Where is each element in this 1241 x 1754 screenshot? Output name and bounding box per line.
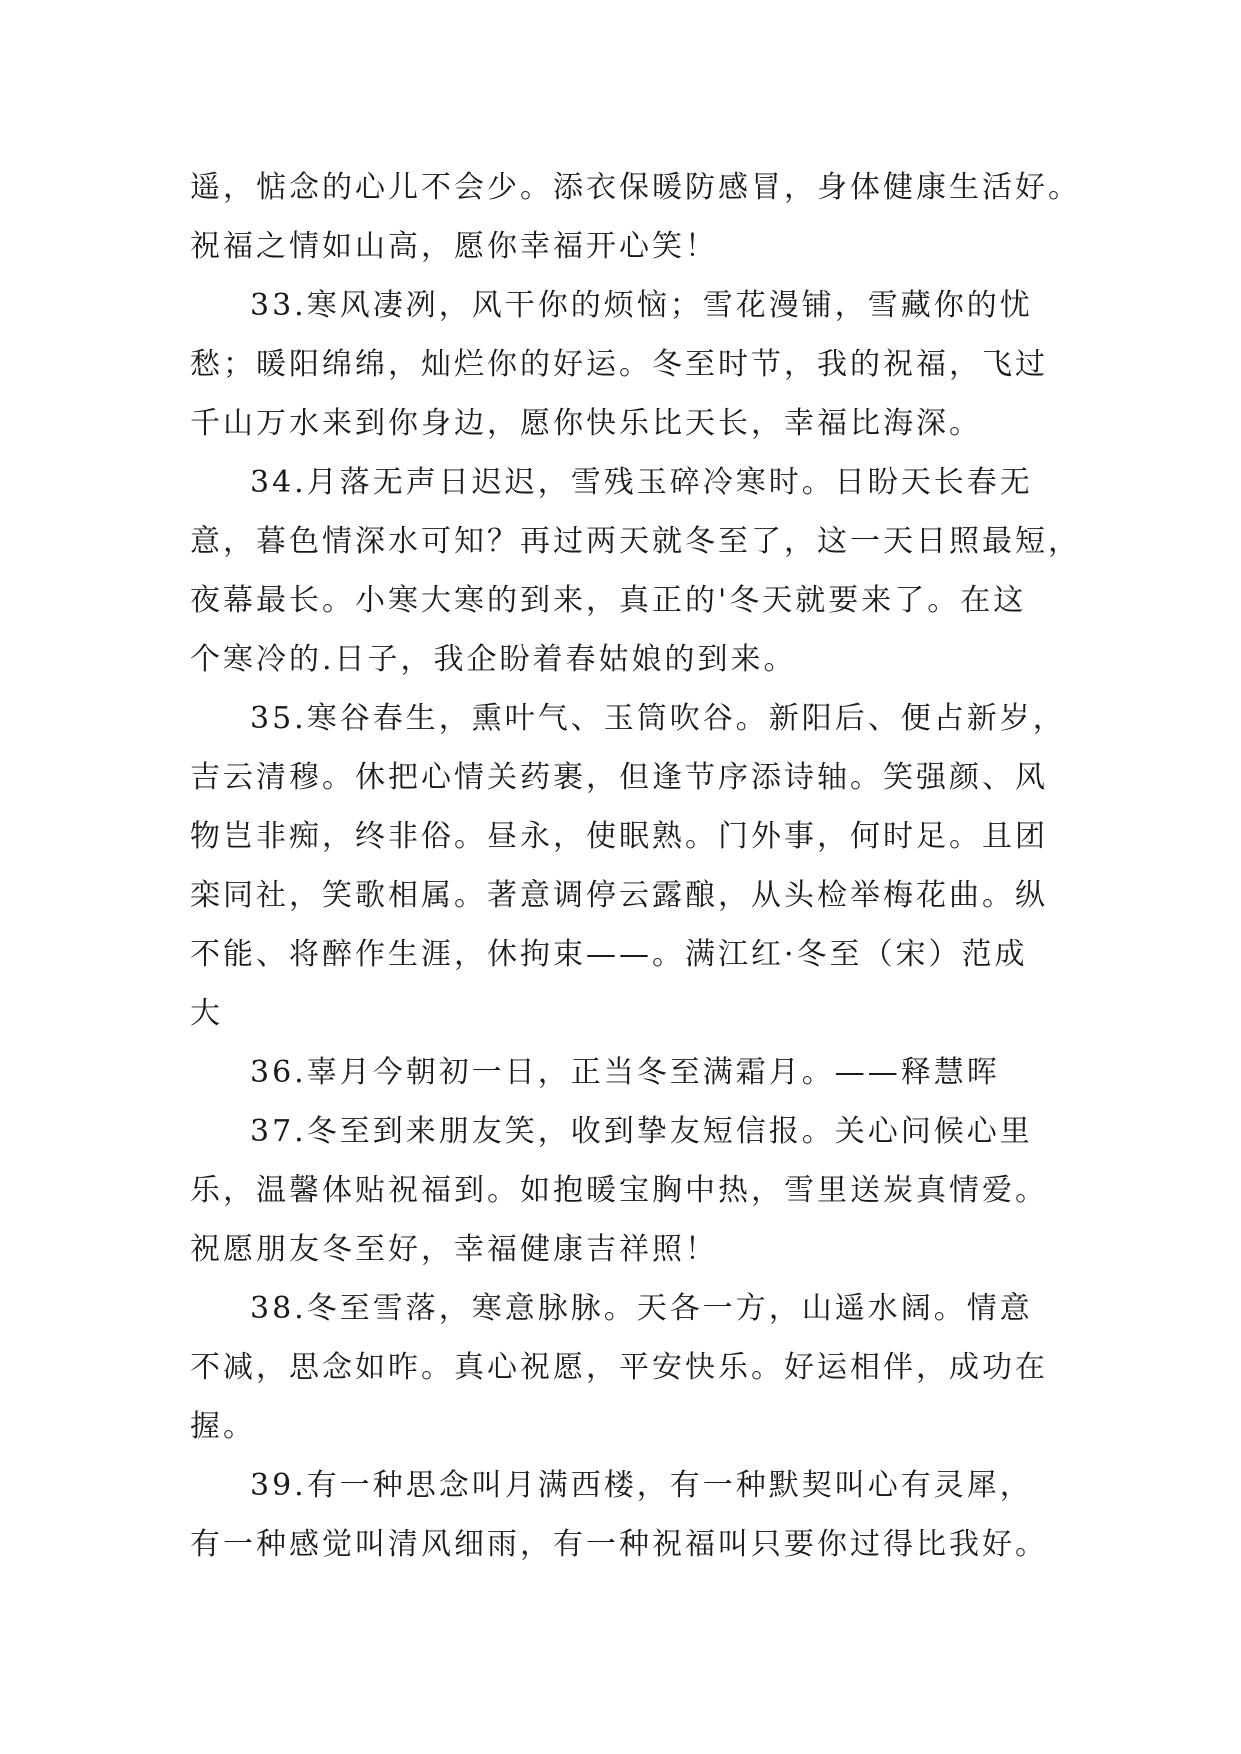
paragraph-33 <box>190 276 1080 453</box>
paragraph-34 <box>190 453 1080 689</box>
text-line: 39.有一种思念叫月满西楼，有一种默契叫心有灵犀， <box>250 1468 1033 1503</box>
paragraph-39 <box>190 1456 1080 1574</box>
text-line: 34.月落无声日迟迟，雪残玉碎冷寒时。日盼天长春无 <box>250 465 1033 500</box>
paragraph-36 <box>190 1043 1080 1102</box>
text-line: 祝福之情如山高，愿你幸福开心笑！ <box>190 229 718 264</box>
paragraph-37 <box>190 1102 1080 1279</box>
text-line: 祝愿朋友冬至好，幸福健康吉祥照！ <box>190 1232 718 1267</box>
text-line: 握。 <box>190 1409 256 1444</box>
text-line: 33.寒风凄冽，风干你的烦恼；雪花漫铺，雪藏你的忧 <box>250 288 1033 323</box>
text-line: 有一种感觉叫清风细雨，有一种祝福叫只要你过得比我好。 <box>190 1527 1048 1562</box>
text-line: 栾同社，笑歌相属。著意调停云露酿，从头检举梅花曲。纵 <box>190 878 1048 913</box>
text-line: 意，暮色情深水可知？再过两天就冬至了，这一天日照最短， <box>190 524 1081 559</box>
text-line: 乐，温馨体贴祝福到。如抱暖宝胸中热，雪里送炭真情爱。 <box>190 1173 1048 1208</box>
text-line: 遥，惦念的心儿不会少。添衣保暖防感冒，身体健康生活好。 <box>190 170 1081 205</box>
text-line: 个寒冷的.日子，我企盼着春姑娘的到来。 <box>190 642 797 677</box>
text-line: 吉云清穆。休把心情关药裹，但逢节序添诗轴。笑强颜、风 <box>190 760 1048 795</box>
text-line: 夜幕最长。小寒大寒的到来，真正的'冬天就要来了。在这 <box>190 583 1027 618</box>
paragraph-35 <box>190 689 1080 1043</box>
text-line: 37.冬至到来朋友笑，收到挚友短信报。关心问候心里 <box>250 1114 1033 1149</box>
text-line: 35.寒谷春生，熏叶气、玉筒吹谷。新阳后、便占新岁， <box>250 701 1066 736</box>
text-line: 物岂非痴，终非俗。昼永，使眠熟。门外事，何时足。且团 <box>190 819 1048 854</box>
text-line: 36.辜月今朝初一日，正当冬至满霜月。——释慧晖 <box>250 1055 1000 1090</box>
text-line: 愁；暖阳绵绵，灿烂你的好运。冬至时节，我的祝福，飞过 <box>190 347 1048 382</box>
text-line: 千山万水来到你身边，愿你快乐比天长，幸福比海深。 <box>190 406 982 441</box>
text-line: 不减，思念如昨。真心祝愿，平安快乐。好运相伴，成功在 <box>190 1350 1048 1385</box>
paragraph-32-continued <box>190 158 1080 276</box>
text-line: 大 <box>190 996 223 1031</box>
document-body <box>190 158 1080 1574</box>
text-line: 不能、将醉作生涯，休拘束——。满江红·冬至（宋）范成 <box>190 937 1028 972</box>
text-line: 38.冬至雪落，寒意脉脉。天各一方，山遥水阔。情意 <box>250 1291 1033 1326</box>
paragraph-38 <box>190 1279 1080 1456</box>
